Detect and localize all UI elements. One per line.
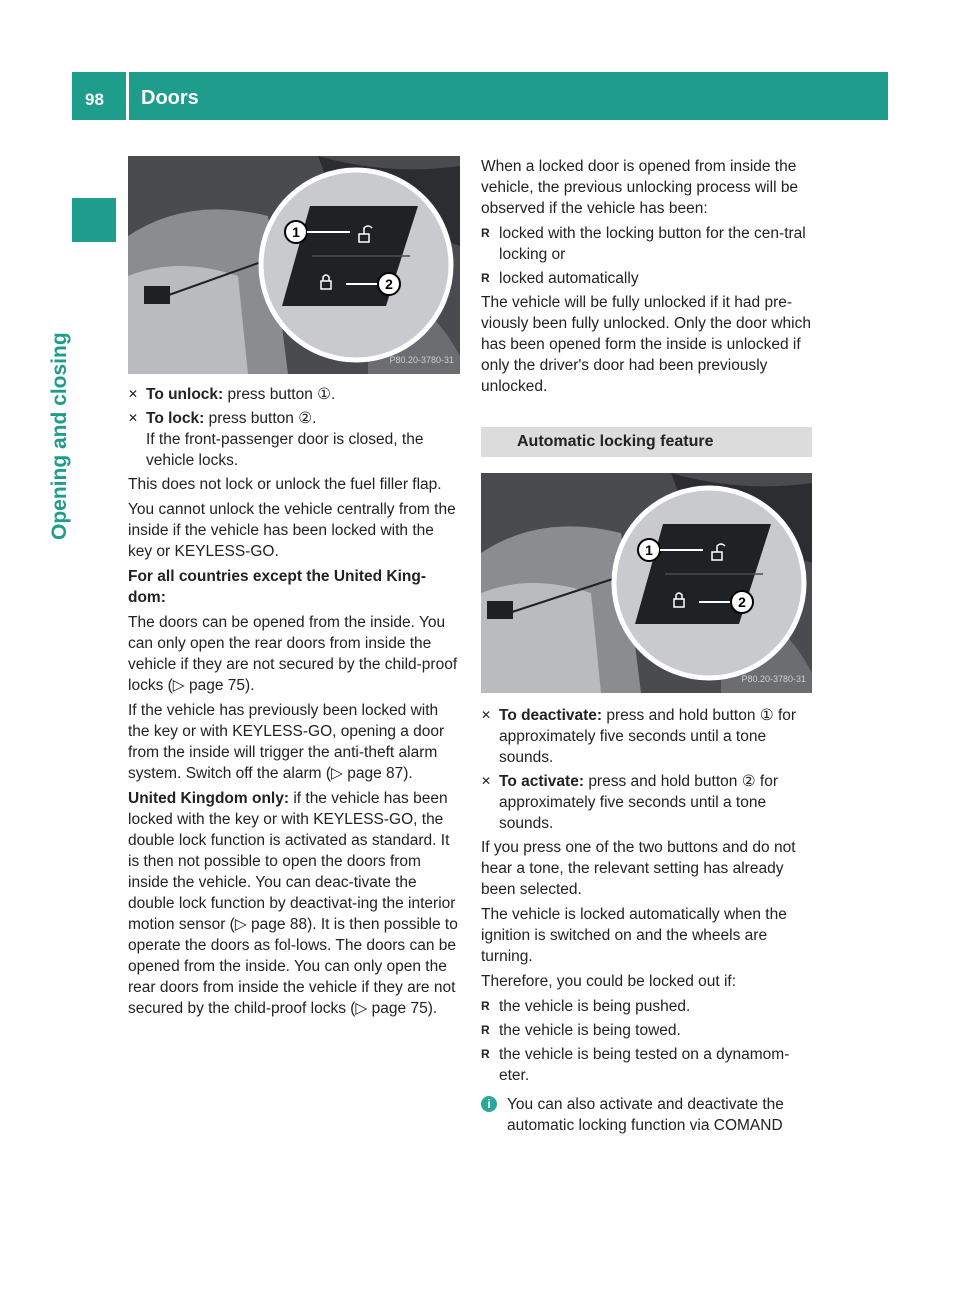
left-column [128, 156, 460, 1023]
bullet-r-icon: R [481, 999, 490, 1013]
paragraph: The vehicle is locked automatically when the ignition is switched on and the wheels are turning. [481, 906, 787, 965]
svg-text:2: 2 [738, 594, 746, 610]
bullet-item: R the vehicle is being towed. [481, 1022, 681, 1039]
figure-door-lock-buttons [128, 156, 460, 374]
paragraph: This does not lock or unlock the fuel filler flap. [128, 476, 442, 493]
instruction-unlock: ✕ To unlock: press button ①. [128, 386, 336, 403]
door-panel-illustration-2 [481, 473, 812, 693]
bullet-item: R the vehicle is being pushed. [481, 998, 691, 1015]
side-tab-marker [72, 198, 116, 242]
paragraph: The vehicle will be fully unlocked if it had pre-viously been fully unlocked. Only the door which has been opened form the inside is unlocked if only the driver's door had been previously unlocked. [481, 294, 811, 395]
header-separator [126, 72, 129, 120]
bullet-item: R the vehicle is being tested on a dynamom-eter. [481, 1046, 790, 1084]
door-panel-illustration [128, 156, 460, 374]
right-column [481, 156, 812, 1136]
bullet-r-icon: R [481, 1023, 490, 1037]
paragraph: If the vehicle has previously been locked with the key or with KEYLESS-GO, opening a door from the inside will trigger the anti-theft alarm system. Switch off the alarm (▷ page 87). [128, 702, 445, 782]
arrow-right-icon: ✕ [481, 774, 492, 788]
arrow-right-icon: ✕ [128, 411, 139, 425]
instruction-lock: ✕ To lock: press button ②. If the front-passenger door is closed, the vehicle locks. [128, 410, 424, 469]
subheading: For all countries except the United King-dom: [128, 568, 426, 606]
page-number: 98 [85, 90, 104, 109]
page-title: Doors [141, 87, 199, 109]
instruction-deactivate: ✕ To deactivate: press and hold button ① for approximately five seconds until a tone sounds. [481, 707, 797, 766]
instruction-activate: ✕ To activate: press and hold button ② for approximately five seconds until a tone sounds. [481, 773, 778, 832]
bullet-r-icon: R [481, 226, 490, 240]
figure-code: P80.20-3780-31 [741, 674, 806, 684]
paragraph: You cannot unlock the vehicle centrally from the inside if the vehicle has been locked with the key or KEYLESS-GO. [128, 501, 456, 560]
svg-text:1: 1 [292, 224, 300, 240]
svg-text:2: 2 [385, 276, 393, 292]
arrow-right-icon: ✕ [128, 387, 139, 401]
paragraph-uk: United Kingdom only: if the vehicle has been locked with the key or with KEYLESS-GO, the double lock function is activated as standard. It is then not possible to open the doors from inside the vehicle. You can deac-tivate the double lock function by deactivat-ing the interior motion sensor (▷ page 88). It is then possible to operate the doors as fol-lows. The doors can be opened from the inside. You can only open the rear doors from inside the vehicle if they are not secured by the child-proof locks (▷ page 75). [128, 790, 458, 1017]
info-icon: i [481, 1096, 497, 1112]
figure-code: P80.20-3780-31 [389, 355, 454, 365]
arrow-right-icon: ✕ [481, 708, 492, 722]
paragraph: When a locked door is opened from inside the vehicle, the previous unlocking process will be observed if the vehicle has been: [481, 158, 799, 217]
bullet-item: R locked automatically [481, 270, 639, 287]
paragraph: If you press one of the two buttons and do not hear a tone, the relevant setting has already been selected. [481, 839, 796, 898]
bullet-r-icon: R [481, 1047, 490, 1061]
side-tab-label: Opening and closing [48, 332, 71, 540]
info-note: i You can also activate and deactivate the automatic locking function via COMAND [481, 1094, 812, 1136]
paragraph: Therefore, you could be locked out if: [481, 973, 737, 990]
bullet-r-icon: R [481, 271, 490, 285]
figure-automatic-locking [481, 473, 812, 693]
bullet-item: R locked with the locking button for the cen-tral locking or [481, 225, 806, 263]
section-heading: Automatic locking feature [481, 427, 812, 457]
paragraph: The doors can be opened from the inside. You can only open the rear doors from inside the vehicle if they are not secured by the child-proof locks (▷ page 75). [128, 614, 458, 694]
svg-text:1: 1 [645, 542, 653, 558]
